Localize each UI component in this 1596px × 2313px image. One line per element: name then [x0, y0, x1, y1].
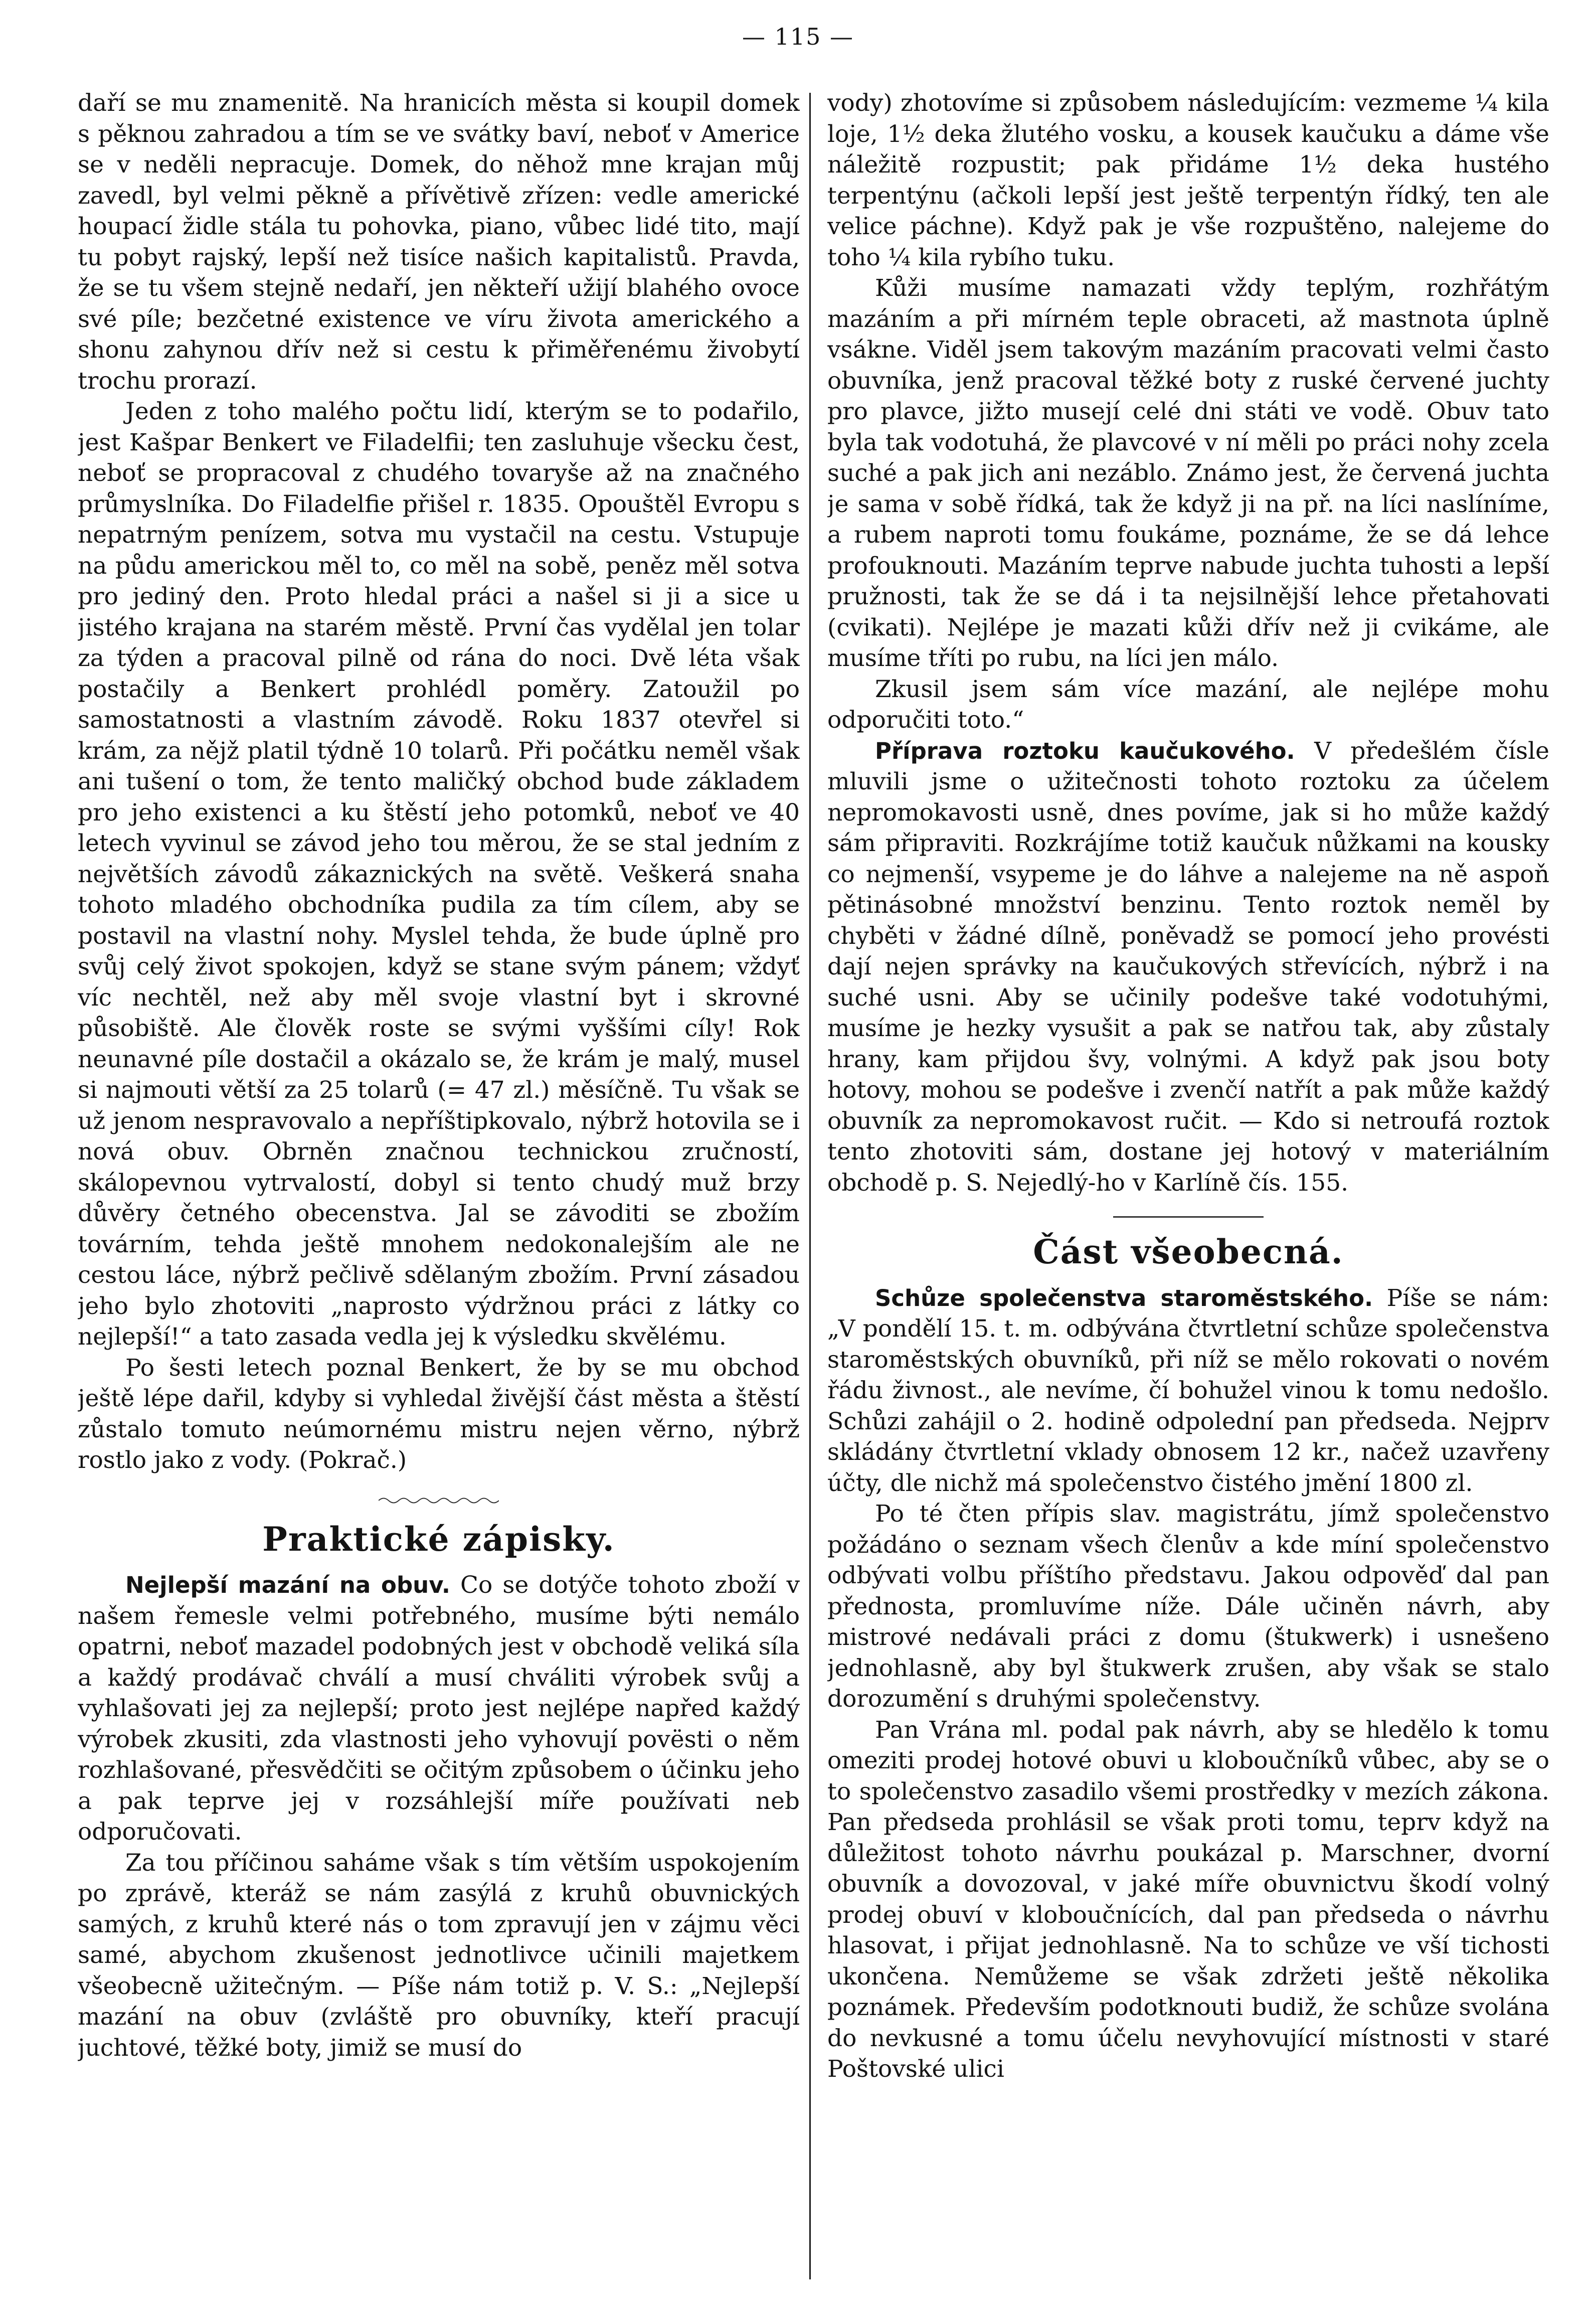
paragraph	[78, 1570, 800, 1848]
paragraph: Po té čten přípis slav. magistrátu, jímž společenstvo požádáno o seznam všech členův a kde míní společenstvo odbývati volbu příštího představu. Jakou odpověď dal pan přednosta, promluvíme níže. Dále učiněn návrh, aby mistrové nedávali práci z domu (štukwerk) i usnešeno jednohlasně, aby byl štukwerk zrušen, aby však se stalo dorozumění s druhými společenstvy.	[827, 1500, 1549, 1713]
right-column	[827, 88, 1549, 2284]
section-rule	[1113, 1216, 1264, 1218]
article-heading: Schůze společenstva staroměstského.	[875, 1284, 1373, 1311]
article-heading: Nejlepší mazání na obuv.	[125, 1572, 450, 1598]
paragraph: Kůži musíme namazati vždy teplým, rozhřátým mazáním a při mírném teple obraceti, až mastnota úplně vsákne. Viděl jsem takovým mazáním pracovati velmi často obuvníka, jenž pracoval těžké boty z ruské červené juchty pro plavce, jižto musejí celé dni státi ve vodě. Obuv tato byla tak vodotuhá, že plavcové v ní měli po práci nohy zcela suché a pak jich ani nezáblo. Známo jest, že červená juchta je sama v sobě řídká, tak že když ji na př. na líci naslíníme, a rubem naproti tomu foukáme, poznáme, že se dá lehce profouknouti. Mazáním teprve nabude juchta tuhosti a lepší pružnosti, tak že se dá i ta nejsilnější lehce přetahovati (cvikati). Nejlépe je mazati kůži dřív než ji cvikáme, ale musíme tříti po rubu, na líci jen málo.	[827, 274, 1549, 672]
article-text: V předešlém čísle mluvili jsme o užitečnosti tohoto roztoku za účelem nepromokavosti usně, dnes povíme, jak si ho může každý sám připraviti. Rozkrájíme totiž kaučuk nůžkami na kousky co nejmenší, vsypeme je do láhve a nalejeme na ně aspoň pětinásobné množství benzinu. Tento roztok neměl by chyběti v žádné dílně, poněvadž se pomocí jeho provésti dají nejen správky na kaučukových střevících, nýbrž i na suché usni. Aby se učinily podešve také vodotuhými, musíme je hezky vysušit a pak se natřou tak, aby zůstaly hrany, kam přijdou švy, volnými. A když pak jsou boty hotovy, mohou se podešve i zvenčí natřít a pak může každý obuvník za nepromokavost ručit. — Kdo si netroufá roztok tento zhotoviti sám, dostane jej hotový v materiálním obchodě p. S. Nejedlý-ho v Karlíně čís. 155.	[827, 737, 1549, 1197]
paragraph	[827, 736, 1549, 1199]
paragraph: Pan Vrána ml. podal pak návrh, aby se hledělo k tomu omeziti prodej hotové obuvi u kloboučníků vůbec, aby se o to společenstvo zasadilo všemi prostředky v mezích zákona. Pan předseda prohlásil se však proti tomu, teprv když na důležitost tohoto návrhu poukázal p. Marschner, dvorní obuvník a dovozoval, v jaké míře obuvnictvu škodí volný prodej obuví v kloboučnících, dal pan předseda o návrhu hlasovat, i přijat jednohlasně. Na to schůze ve vší tichosti ukončena. Nemůžeme se však zdržeti ještě několika poznámek. Především podotknouti budiž, že schůze svolána do nevkusné a tomu účelu nevyhovující místnosti v staré Poštovské ulici	[827, 1716, 1549, 2083]
paragraph: Po šesti letech poznal Benkert, že by se mu obchod ještě lépe dařil, kdyby si vyhledal živější část města a štěstí zůstalo tomuto neúmornému mistru nejen věrno, nýbrž rostlo jako z vody. (Pokrač.)	[78, 1354, 800, 1474]
paragraph: daří se mu znamenitě. Na hranicích města si koupil domek s pěknou zahradou a tím se ve svátky baví, neboť v Americe se v neděli nepracuje. Domek, do něhož mne krajan můj zavedl, byl velmi pěkně a přívětivě zřízen: vedle americké houpací židle stála tu pohovka, piano, vůbec lidé tito, mají tu pobyt rajský, lepší než tisíce našich kapitalistů. Pravda, že se tu všem stejně nedaří, jen někteří užijí blahého ovoce své píle; bezčetné existence ve víru života amerického a shonu zahynou dřív než si cestu k přiměřenému živobytí trochu prorazí.	[78, 89, 800, 395]
column-divider	[809, 93, 811, 2279]
paragraph	[827, 1283, 1549, 1499]
paragraph: Zkusil jsem sám více mazání, ale nejlépe mohu odporučiti toto.“	[827, 675, 1549, 734]
section-title: Praktické zápisky.	[262, 1519, 615, 1559]
article-heading: Příprava roztoku kaučukového.	[875, 737, 1295, 764]
left-column	[78, 88, 800, 2284]
article-text: Píše se nám: „V pondělí 15. t. m. odbývána čtvrtletní schůze společenstva staroměstských obuvníků, při níž se mělo rokovati o novém řádu živnost., ale nevíme, čí bohužel vinou k tomu nedošlo. Schůzi zahájil o 2. hodině odpolední pan předseda. Nejprv skládány čtvrtletní vklady obnosem 12 kr., načež uzavřeny účty, dle nichž má společenstvo čistého jmění 1800 zl.	[827, 1284, 1549, 1497]
paragraph: Za tou příčinou saháme však s tím větším uspokojením po zprávě, kteráž se nám zasýlá z kruhů obuvnických samých, z kruhů které nás o tom zpravují jen v zájmu věci samé, abychom zkušenost jednotlivce učinili majetkem všeobecně užitečným. — Píše nám totiž p. V. S.: „Nejlepší mazání na obuv (zvláště pro obuvníky, kteří pracují juchtové, těžké boty, jimiž se musí do	[78, 1849, 800, 2062]
wavy-divider	[379, 1496, 499, 1505]
section-title: Část všeobecná.	[1033, 1232, 1344, 1271]
page-number: — 115 —	[742, 23, 854, 50]
article-text: Co se dotýče tohoto zboží v našem řemesle velmi potřebného, musíme býti nemálo opatrni, neboť mazadel podobných jest v obchodě veliká síla a každý prodávač chválí a musí chváliti výrobek svůj a vyhlašovati jej za nejlepší; proto jest nejlépe napřed každý výrobek zkusiti, zda vlastnosti jeho vyhovují povësti o něm rozhlašované, přesvědčiti se očitým způsobem o účinku jeho a pak teprve jej v rozsáhlejší míře používati neb odporučovati.	[78, 1571, 800, 1846]
paragraph: vody) zhotovíme si způsobem následujícím: vezmeme ¼ kila loje, 1½ deka žlutého vosku, a kousek kaučuku a dáme vše náležitě rozpustit; pak přidáme 1½ deka hustého terpentýnu (ačkoli lepší jest ještě terpentýn řídký, ten ale velice páchne). Když pak je vše rozpuštěno, nalejeme do toho ¼ kila rybího tuku.	[827, 89, 1549, 271]
paragraph: Jeden z toho malého počtu lidí, kterým se to podařilo, jest Kašpar Benkert ve Filadelfii; ten zasluhuje všecku čest, neboť se propracoval z chudého tovaryše až na značného průmyslníka. Do Filadelfie přišel r. 1835. Opouštěl Evropu s nepatrným penízem, sotva mu vystačil na cestu. Vstupuje na půdu americkou měl to, co měl na sobě, peněz měl sotva pro jediný den. Proto hledal práci a našel si ji a sice u jistého krajana na starém městě. První čas vydělal jen tolar za týden a pracoval pilně od rána do noci. Dvě léta však postačily a Benkert prohlédl poměry. Zatoužil po samostatnosti a vlastním závodě. Roku 1837 otevřel si krám, za nějž platil týdně 10 tolarů. Při počátku neměl však ani tušení o tom, že tento maličký obchod bude základem pro jeho existenci a ku štěstí jeho potomků, neboť ve 40 letech vyvinul se závod jeho tou měrou, že se stal jedním z největších závodů zákaznických na světě. Veškerá snaha tohoto mladého obchodníka pudila za tím cílem, aby se postavil na vlastní nohy. Myslel tehda, že bude úplně pro svůj celý život spokojen, když se stane svým pánem; vždyť víc nechtěl, než aby měl svoje vlastní byt i skrovné působiště. Ale člověk roste se svými vyššími cíly! Rok neunavné píle dostačil a okázalo se, že krám je malý, musel si najmouti větší za 25 tolarů (= 47 zl.) měsíčně. Tu však se už jenom nespravovalo a nepříštipkovalo, nýbrž hotovila se i nová obuv. Obrněn značnou technickou zručností, skálopevnou vytrvalostí, dobyl si tento chudý muž brzy důvěry četného obecenstva. Jal se závoditi se zbožím továrním, tehda ještě mnohem nedokonalejším ale ne cestou láce, nýbrž pečlivě sdělaným zbožím. První zásadou jeho bylo zhotoviti „naprosto výdržnou práci z látky co nejlepší!“ a tato zasada vedla jej k výsledku skvělému.	[78, 398, 800, 1351]
